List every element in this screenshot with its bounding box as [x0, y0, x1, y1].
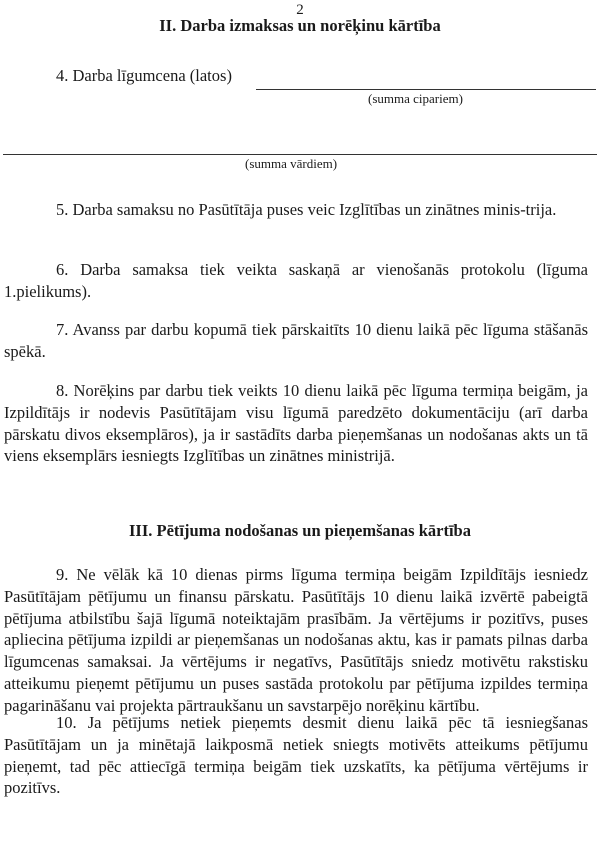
clause-6: 6. Darba samaksa tiek veikta saskaņā ar vienošanās protokolu (līguma 1.pielikums). [4, 260, 588, 301]
clause-10: 10. Ja pētījums netiek pieņemts desmit dienu laikā pēc tā iesniegšanas Pasūtītājam un ja minētajā laikposmā netiek sniegts motivēts atteikums pētījumu pieņemt, tad pēc attiecīgā termiņa beigām tiek uzskatīts, ka pētījuma vērtējums ir pozitīvs. [4, 713, 588, 798]
clause-7: 7. Avanss par darbu kopumā tiek pārskaitīts 10 dienu laikā pēc līguma stāšanās spēkā. [4, 320, 588, 361]
section-2-heading: II. Darba izmaksas un norēķinu kārtība [159, 16, 441, 35]
page-number: 2 [296, 2, 304, 18]
contract-price-label: 4. Darba līgumcena (latos) [56, 66, 232, 85]
clause-9: 9. Ne vēlāk kā 10 dienas pirms līguma termiņa beigām Izpildītājs iesniedz Pasūtītājam pētījumu un finansu pārskatu. Pasūtītājs 10 dienu laikā izvērtē pabeigtā pētījuma atbilstību šajā līgumā noteiktajām prasībām. Ja vērtējums ir pozitīvs, puses apliecina pētījuma izpildi ar pieņemšanas un nodošanas aktu, kas ir pamats pilnas darba līgumcenas samaksai. Ja vērtējums ir negatīvs, Pasūtītājs sniedz motivētu rakstisku atteikumu pieņemt pētījumu un puses sastāda protokolu par pētījuma izpildes termiņa pagarināšanu vai projekta pārtraukšanu un savstarpējo norēķinu kārtību. [4, 565, 588, 715]
section-3-heading: III. Pētījuma nodošanas un pieņemšanas kārtība [129, 521, 471, 540]
amount-digits-caption: (summa cipariem) [368, 91, 463, 106]
clause-5: 5. Darba samaksu no Pasūtītāja puses veic Izglītības un zinātnes minis-trija. [56, 200, 557, 219]
amount-words-field-line [3, 154, 597, 155]
amount-digits-field-line [256, 89, 596, 90]
clause-8: 8. Norēķins par darbu tiek veikts 10 dienu laikā pēc līguma termiņa beigām, ja Izpildītājs ir nodevis Pasūtītājam visu līgumā paredzēto dokumentāciju (arī darba pārskatu divos eksemplāros), ja ir sastādīts darba pieņemšanas un nodošanas akts un tā viens eksemplārs iesniegts Izglītības un zinātnes ministrijā. [4, 381, 588, 466]
amount-words-caption: (summa vārdiem) [245, 156, 338, 171]
